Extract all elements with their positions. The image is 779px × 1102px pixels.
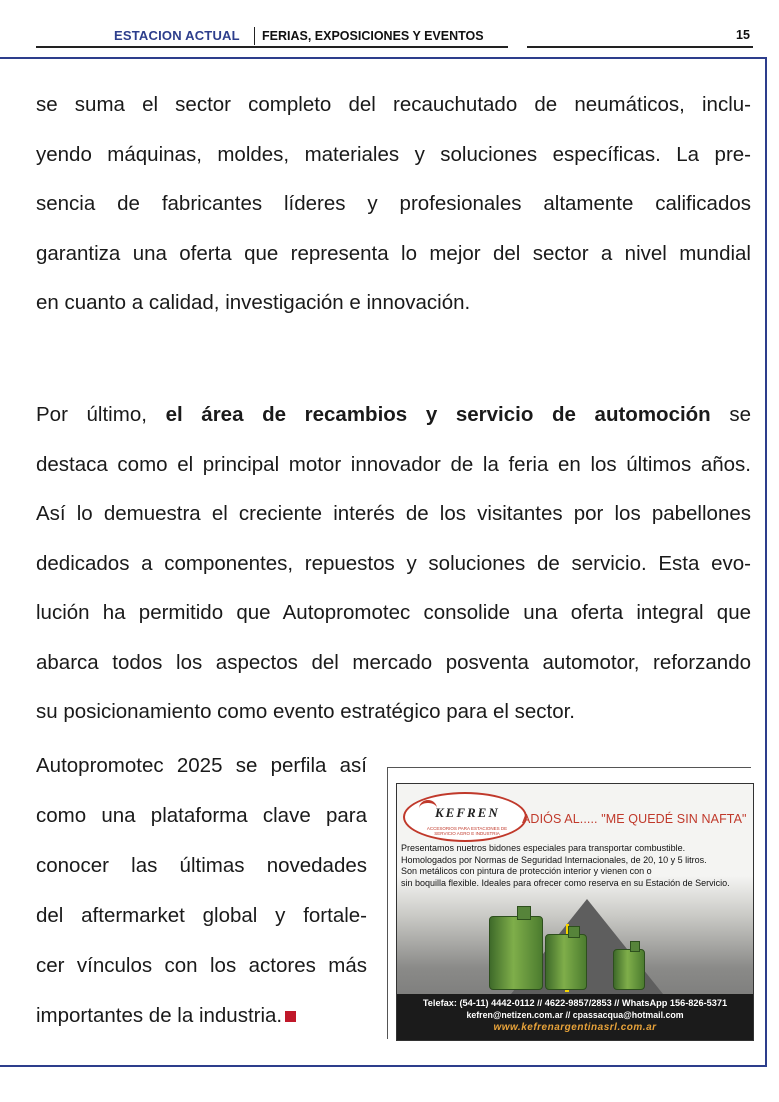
text-line: Así lo demuestra el creciente interés de los visitantes por los pabellones — [36, 502, 751, 525]
text-line: importantes de la industria. — [36, 1004, 283, 1027]
text-line: destaca como el principal motor innovador de la feria en los últimos años. — [36, 452, 751, 476]
ad-rule-left — [387, 767, 388, 1039]
article-paragraph-1 — [36, 80, 751, 328]
jerrycan-large-image — [489, 916, 543, 990]
text-line: cer vínculos con los actores más — [36, 954, 367, 977]
header-rule-right — [527, 46, 753, 48]
section-title: ESTACION ACTUAL — [114, 28, 240, 43]
page-header — [0, 0, 779, 60]
text-line: Autopromotec 2025 se perfila así — [36, 754, 367, 777]
text-line: abarca todos los aspectos del mercado posventa automotor, reforzando — [36, 650, 751, 674]
jerrycan-cap-icon — [568, 926, 580, 938]
ad-body-line: Presentamos nuetros bidones especiales para transportar combustible. — [401, 843, 686, 853]
ad-body-line: Homologados por Normas de Seguridad Internacionales, de 20, 10 y 5 litros. — [401, 854, 707, 865]
ad-body-line: sin boquilla flexible. Ideales para ofrecer como reserva en su Estación de Servicio. — [401, 877, 730, 888]
article-paragraph-3 — [36, 741, 367, 1041]
ad-footer — [397, 994, 753, 1040]
text-line: su posicionamiento como evento estratégico para el sector. — [36, 700, 575, 723]
header-rule-left — [36, 46, 508, 48]
ad-rule-top — [387, 767, 751, 768]
kefren-logo — [403, 792, 527, 842]
text-line: se suma el sector completo del recauchutado de neumáticos, inclu- — [36, 93, 751, 116]
frame-border-bottom — [0, 1065, 767, 1067]
text-line-lead — [36, 390, 751, 440]
lead-text: Por último, — [36, 403, 147, 426]
text-line: lución ha permitido que Autopromotec consolide una oferta integral que — [36, 601, 751, 624]
ad-contact-phones: Telefax: (54-11) 4442-0112 // 4622-9857/2853 // WhatsApp 156-826-5371 — [422, 998, 728, 1008]
logo-text: KEFREN — [435, 805, 500, 820]
header-divider — [254, 27, 255, 45]
ad-body — [401, 843, 751, 889]
text-line: dedicados a componentes, repuestos y soluciones de servicio. Esta evo- — [36, 551, 751, 575]
text-line-final — [36, 991, 367, 1041]
highlight-text: el área de recambios y servicio de automoción — [165, 403, 711, 426]
text-line: conocer las últimas novedades — [36, 854, 367, 877]
text-line: como una plataforma clave para — [36, 804, 367, 827]
lead-continuation: se — [729, 403, 752, 426]
text-line: garantiza una oferta que representa lo mejor del sector a nivel mundial — [36, 241, 751, 265]
page-number: 15 — [736, 28, 750, 42]
frame-border-right — [765, 57, 767, 1066]
jerrycan-medium-image — [545, 934, 587, 990]
text-line: yendo máquinas, moldes, materiales y soluciones específicas. La pre- — [36, 142, 751, 166]
frame-border-top — [0, 57, 766, 59]
article-paragraph-2 — [36, 390, 751, 737]
advertisement — [396, 783, 754, 1041]
text-line: del aftermarket global y fortale- — [36, 904, 367, 927]
jerrycan-cap-icon — [517, 906, 531, 920]
end-of-article-mark — [285, 1011, 296, 1022]
ad-website: www.kefrenargentinasrl.com.ar — [493, 1022, 657, 1033]
jerrycan-cap-icon — [630, 941, 640, 952]
text-line: en cuanto a calidad, investigación e innovación. — [36, 291, 471, 314]
ad-headline: ADIÓS AL..... "ME QUEDÉ SIN NAFTA" — [522, 812, 747, 826]
ad-contact-emails: kefren@netizen.com.ar // cpassacqua@hotmail.com — [466, 1010, 684, 1020]
text-line: sencia de fabricantes líderes y profesionales altamente calificados — [36, 192, 751, 215]
section-topic: FERIAS, EXPOSICIONES Y EVENTOS — [262, 29, 484, 43]
ad-body-line: Son metálicos con pintura de protección interior y vienen con o — [401, 866, 652, 876]
logo-subtitle: ACCESORIOS PARA ESTACIONES DE SERVICIO AGRO E INDUSTRIA — [426, 826, 508, 836]
jerrycan-small-image — [613, 949, 645, 990]
